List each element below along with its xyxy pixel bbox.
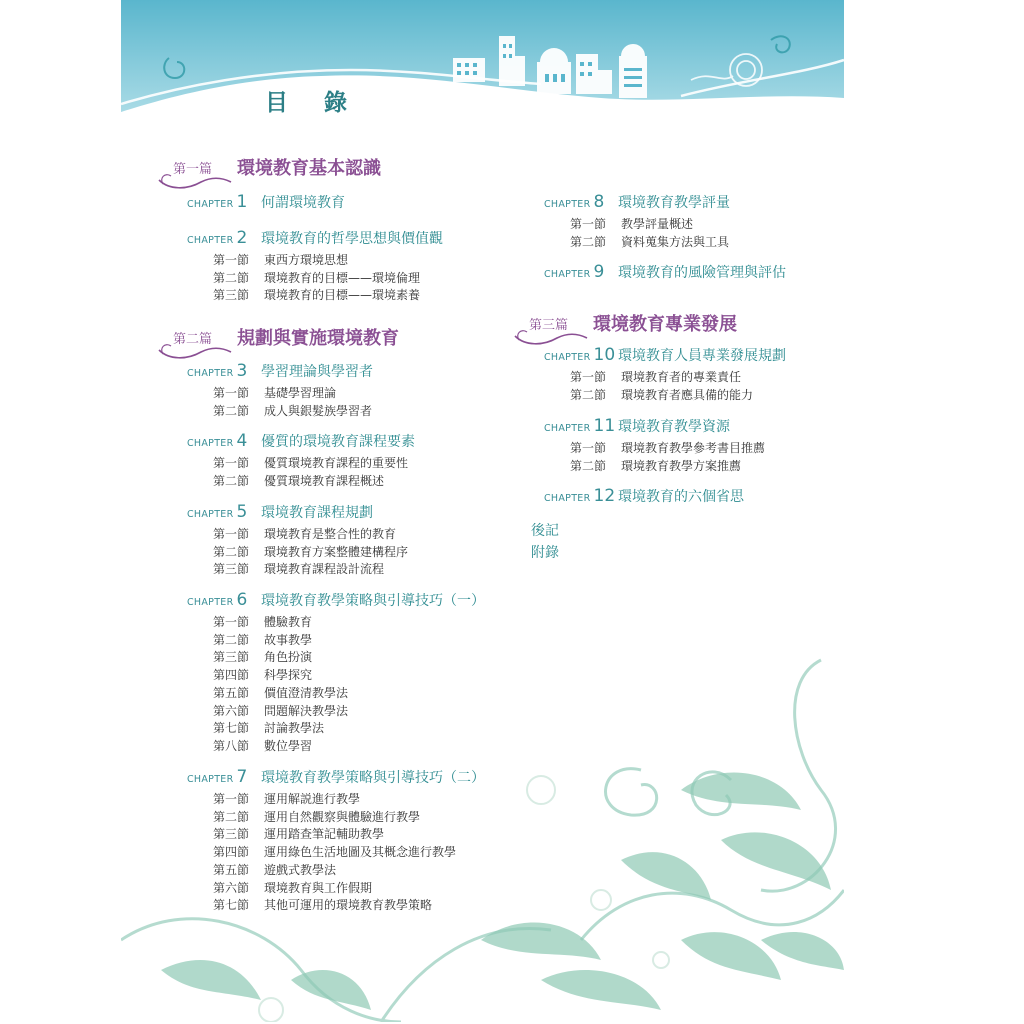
section-label: 第二節 (213, 270, 250, 285)
chapter-title: 優質的環境教育課程要素 (261, 434, 415, 450)
section-title: 運用自然觀察與體驗進行教學 (264, 809, 421, 824)
section-title: 環境教育教學方案推薦 (621, 458, 742, 473)
chapter-heading[interactable] (544, 262, 786, 282)
section-item[interactable] (213, 560, 384, 578)
section-label: 第一節 (213, 456, 250, 470)
chapter-title: 環境教育的哲學思想與價值觀 (261, 231, 443, 247)
section-item[interactable] (213, 808, 420, 826)
section-title: 優質環境教育課程的重要性 (264, 456, 409, 470)
section-title: 環境教育的目標——環境倫理 (264, 270, 421, 285)
section-title: 成人與銀髮族學習者 (264, 403, 373, 418)
section-title: 故事教學 (264, 632, 313, 647)
section-item[interactable] (213, 543, 408, 561)
section-label: 第一節 (213, 386, 250, 400)
section-label: 第八節 (213, 738, 250, 753)
chapter-label: CHAPTER (544, 269, 591, 280)
section-item[interactable] (213, 861, 336, 879)
section-title: 體驗教育 (264, 615, 313, 629)
section-title: 環境教育者的專業責任 (621, 370, 742, 384)
section-title: 環境教育者應具備的能力 (621, 387, 754, 402)
section-title: 基礎學習理論 (264, 386, 337, 400)
section-item[interactable] (570, 386, 753, 404)
page-title: 目 錄 (265, 89, 362, 116)
chapter-title: 環境教育的風險管理與評估 (618, 265, 786, 281)
section-title: 運用踏查筆記輔助教學 (264, 827, 385, 842)
section-item[interactable] (213, 737, 312, 755)
chapter-number: 9 (593, 262, 605, 282)
section-label: 第二節 (213, 473, 250, 488)
section-item[interactable] (213, 825, 384, 843)
section-title: 科學探究 (264, 668, 313, 683)
chapter-number: 2 (236, 228, 248, 248)
section-item[interactable] (213, 402, 372, 420)
chapter-title: 環境教育教學資源 (618, 419, 730, 435)
toc-page (121, 0, 844, 1022)
section-item[interactable] (213, 666, 312, 684)
section-label: 第三節 (213, 562, 250, 577)
section-label: 第三節 (213, 288, 250, 303)
section-item[interactable] (213, 896, 432, 914)
chapter-heading[interactable] (544, 345, 786, 365)
chapter-label: CHAPTER (187, 235, 234, 246)
chapter-heading[interactable] (187, 192, 345, 212)
section-label: 第一節 (570, 441, 607, 455)
chapter-heading[interactable] (187, 228, 443, 248)
section-item[interactable] (213, 719, 324, 737)
section-title: 環境教育的目標——環境素養 (264, 288, 421, 303)
section-label: 第一節 (213, 527, 250, 541)
section-label: 第二節 (213, 403, 250, 418)
chapter-label: CHAPTER (187, 774, 234, 785)
chapter-number: 1 (236, 192, 248, 212)
section-title: 角色扮演 (264, 650, 313, 665)
section-item[interactable] (213, 613, 312, 631)
section-title: 教學評量概述 (621, 217, 694, 231)
section-label: 第一節 (213, 253, 250, 267)
chapter-title: 何謂環境教育 (261, 195, 345, 211)
section-item[interactable] (213, 702, 348, 720)
section-title: 優質環境教育課程概述 (264, 473, 385, 488)
section-item[interactable] (570, 233, 729, 251)
part-title: 環境教育基本認識 (237, 158, 381, 179)
chapter-label: CHAPTER (544, 493, 591, 504)
chapter-number: 8 (593, 192, 605, 212)
section-item[interactable] (213, 648, 312, 666)
chapter-heading[interactable] (187, 361, 373, 381)
section-label: 第六節 (213, 880, 250, 895)
section-title: 討論教學法 (264, 721, 325, 736)
section-label: 第五節 (213, 685, 250, 700)
chapter-title: 學習理論與學習者 (261, 364, 373, 380)
chapter-number: 3 (236, 361, 248, 381)
section-title: 東西方環境思想 (264, 253, 349, 267)
section-title: 環境教育與工作假期 (264, 880, 373, 895)
part-badge: 第三篇 (529, 318, 569, 333)
section-label: 第一節 (570, 370, 607, 384)
header-banner (121, 0, 844, 118)
section-label: 第五節 (213, 862, 250, 877)
section-item[interactable] (213, 879, 372, 897)
chapter-title: 環境教育教學評量 (618, 195, 730, 211)
chapter-heading[interactable] (544, 486, 744, 506)
chapter-title: 環境教育課程規劃 (261, 505, 373, 521)
part-badge: 第一篇 (173, 162, 213, 177)
section-item[interactable] (213, 454, 408, 472)
chapter-heading[interactable] (544, 416, 730, 436)
chapter-number: 12 (593, 486, 616, 506)
section-item[interactable] (570, 368, 741, 386)
chapter-label: CHAPTER (187, 199, 234, 210)
section-item[interactable] (213, 525, 396, 543)
chapter-label: CHAPTER (187, 597, 234, 608)
section-item[interactable] (213, 684, 348, 702)
chapter-number: 10 (593, 345, 616, 365)
section-title: 問題解決教學法 (264, 703, 349, 718)
chapter-number: 6 (236, 590, 248, 610)
section-item[interactable] (213, 269, 420, 287)
section-title: 數位學習 (264, 738, 313, 753)
chapter-number: 11 (593, 416, 616, 436)
chapter-number: 4 (236, 431, 248, 451)
chapter-heading[interactable] (187, 590, 485, 610)
section-title: 環境教育課程設計流程 (264, 562, 385, 577)
chapter-heading[interactable] (187, 502, 373, 522)
section-title: 價值澄清教學法 (264, 685, 349, 700)
section-label: 第一節 (570, 217, 607, 231)
chapter-heading[interactable] (187, 767, 485, 787)
section-item[interactable] (213, 286, 420, 304)
section-item[interactable] (213, 843, 456, 861)
backmatter-item[interactable]: 附錄 (531, 545, 559, 561)
section-item[interactable] (570, 215, 693, 233)
section-label: 第四節 (213, 668, 250, 683)
section-label: 第四節 (213, 845, 250, 860)
chapter-label: CHAPTER (187, 509, 234, 520)
section-label: 第二節 (213, 809, 250, 824)
section-item[interactable] (213, 790, 360, 808)
chapter-heading[interactable] (187, 431, 415, 451)
section-label: 第七節 (213, 898, 250, 913)
section-title: 遊戲式教學法 (264, 862, 337, 877)
chapter-label: CHAPTER (544, 352, 591, 363)
chapter-number: 5 (236, 502, 248, 522)
chapter-number: 7 (236, 767, 248, 787)
section-label: 第三節 (213, 827, 250, 842)
section-title: 運用解説進行教學 (264, 792, 361, 806)
section-label: 第二節 (570, 387, 607, 402)
section-label: 第三節 (213, 650, 250, 665)
section-item[interactable] (213, 251, 348, 269)
part-title: 規劃與實施環境教育 (237, 328, 399, 349)
section-label: 第一節 (213, 792, 250, 806)
chapter-label: CHAPTER (187, 438, 234, 449)
section-label: 第六節 (213, 703, 250, 718)
section-title: 環境教育教學參考書目推薦 (621, 441, 766, 455)
section-item[interactable] (570, 457, 741, 475)
backmatter-item[interactable]: 後記 (531, 523, 559, 539)
section-title: 其他可運用的環境教育教學策略 (264, 898, 433, 913)
chapter-heading[interactable] (544, 192, 730, 212)
section-title: 資料蒐集方法與工具 (621, 234, 730, 249)
chapter-label: CHAPTER (187, 368, 234, 379)
section-label: 第二節 (570, 234, 607, 249)
part-title: 環境教育專業發展 (593, 314, 737, 335)
section-title: 環境教育方案整體建構程序 (264, 544, 409, 559)
section-item[interactable] (213, 472, 384, 490)
chapter-label: CHAPTER (544, 423, 591, 434)
part-badge: 第二篇 (173, 332, 213, 347)
section-title: 環境教育是整合性的教育 (264, 527, 397, 541)
section-item[interactable] (213, 631, 312, 649)
chapter-title: 環境教育教學策略與引導技巧（二） (261, 770, 485, 786)
section-label: 第二節 (570, 458, 607, 473)
section-label: 第七節 (213, 721, 250, 736)
section-title: 運用綠色生活地圖及其概念進行教學 (264, 845, 457, 860)
chapter-title: 環境教育的六個省思 (618, 489, 744, 505)
chapter-title: 環境教育人員專業發展規劃 (618, 348, 786, 364)
section-label: 第二節 (213, 632, 250, 647)
section-item[interactable] (213, 384, 336, 402)
chapter-label: CHAPTER (544, 199, 591, 210)
section-label: 第二節 (213, 544, 250, 559)
section-label: 第一節 (213, 615, 250, 629)
section-item[interactable] (570, 439, 765, 457)
chapter-title: 環境教育教學策略與引導技巧（一） (261, 593, 485, 609)
